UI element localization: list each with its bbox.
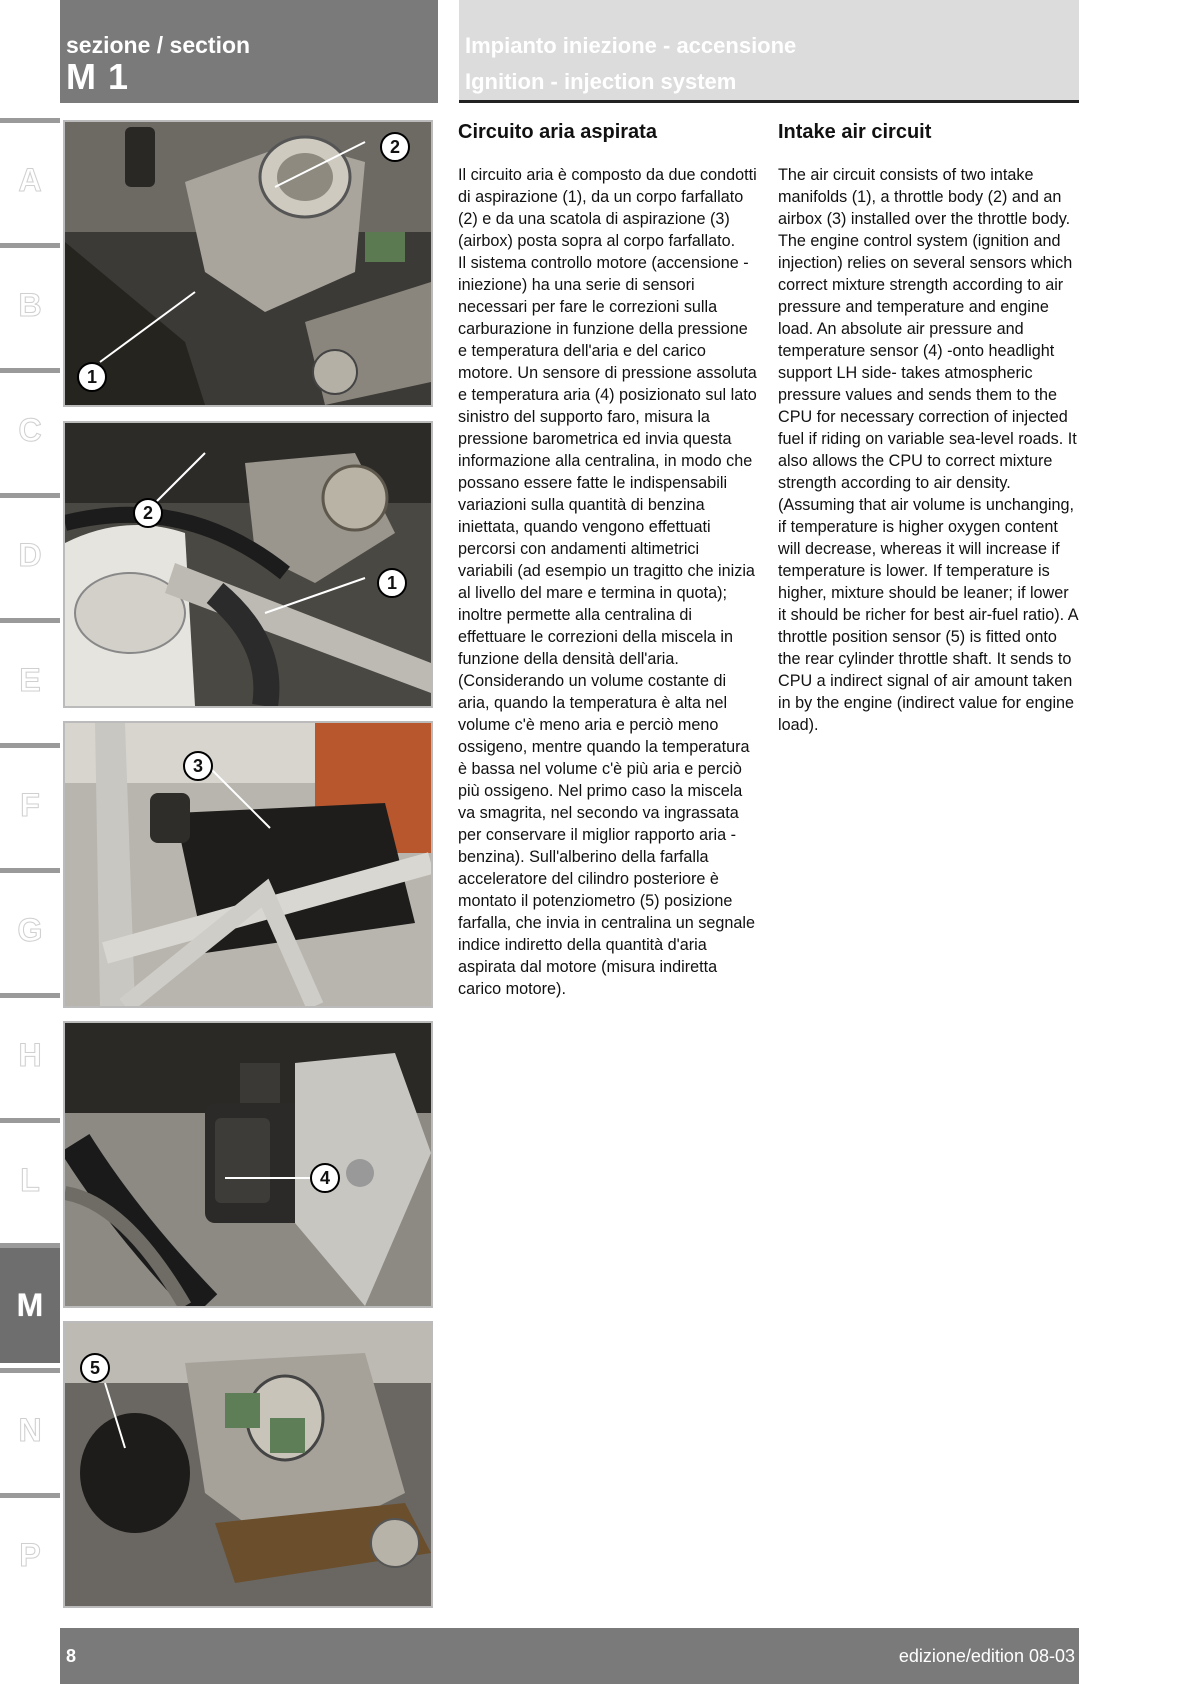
photo-throttle-body bbox=[63, 120, 433, 407]
section-header bbox=[60, 0, 438, 103]
heading-it: Circuito aria aspirata bbox=[458, 121, 657, 143]
sidebar-tab-d[interactable]: D bbox=[0, 493, 60, 613]
edition-label: edizione/edition 08-03 bbox=[898, 1646, 1075, 1666]
callout-label: 4 bbox=[310, 1163, 340, 1193]
heading-en: Intake air circuit bbox=[778, 121, 932, 143]
callout-label: 1 bbox=[377, 568, 407, 598]
chapter-title-en: Ignition - injection system bbox=[465, 69, 737, 94]
callout-label: 5 bbox=[80, 1353, 110, 1383]
paragraph-it-1: Il circuito aria è composto da due condotti di aspirazione (1), da un corpo farfallato (2) e da una scatola di aspirazione (3) (airbox) posta sopra al corpo farfallato. bbox=[458, 166, 757, 250]
photo-throttle-position-sensor bbox=[63, 1321, 433, 1608]
section-code: M 1 bbox=[66, 56, 130, 97]
callout-label: 2 bbox=[133, 498, 163, 528]
text-column-it bbox=[458, 120, 758, 1000]
sidebar-tab-n[interactable]: N bbox=[0, 1368, 60, 1488]
sidebar-tab-h[interactable]: H bbox=[0, 993, 60, 1113]
chapter-title-it: Impianto iniezione - accensione bbox=[465, 33, 797, 58]
sidebar-tab-p[interactable]: P bbox=[0, 1493, 60, 1613]
sidebar-tab-f[interactable]: F bbox=[0, 743, 60, 863]
sidebar-tab-b[interactable]: B bbox=[0, 243, 60, 363]
sidebar-tab-m[interactable]: M bbox=[0, 1243, 60, 1363]
text-column-en bbox=[778, 120, 1078, 736]
callout-label: 3 bbox=[183, 751, 213, 781]
photo-airbox bbox=[63, 721, 433, 1008]
page-footer bbox=[60, 1628, 1079, 1684]
section-label: sezione / section bbox=[66, 32, 251, 58]
sidebar-tab-l[interactable]: L bbox=[0, 1118, 60, 1238]
paragraph-it-2: Il sistema controllo motore (accensione - iniezione) ha una serie di sensori necessari per fare le correzioni sulla carburazione in funzione della pressione e temperatura dell'aria e del carico motore. Un sensore di pressione assoluta e temperatura aria (4) posizionato sul lato sinistro del supporto faro, misura la pressione barometrica ed invia questa informazione alla centralina, in modo che possano essere fatte le indispensabili variazioni sulla quantità di benzina iniettata, quando vengono effettuati percorsi con andamenti altimetrici variabili (ad esempio un tragitto che inizia al livello del mare e termina in quota); inoltre permette alla centralina di effettuare le correzioni della miscela in funzione della densità dell'aria. (Considerando un volume costante di aria, quando la temperatura è alta nel volume c'è meno aria e perciò meno ossigeno, mentre quando la temperatura è bassa nel volume c'è più aria e perciò più ossigeno. Nel primo caso la miscela va smagrita, nel secondo va ingrassata per conservare il miglior rapporto aria - benzina). Sull'alberino della farfalla acceleratore del cilindro posteriore è montato il potenziometro (5) posizione farfalla, che invia in centralina un segnale indice indiretto della quantità d'aria aspirata dal motore (misura indiretta carico motore). bbox=[458, 254, 757, 998]
callout-label: 2 bbox=[380, 132, 410, 162]
paragraph-en-1: The air circuit consists of two intake manifolds (1), a throttle body (2) and an airbox (3) installed over the throttle body. bbox=[778, 166, 1071, 228]
paragraph-en-2: The engine control system (ignition and injection) relies on several sensors which correct mixture strength according to air pressure and temperature and engine load. An absolute air pressure and temperature sensor (4) -onto headlight support LH side- takes atmospheric pressure values and sends them to the CPU for necessary correction of injected fuel if riding on variable sea-level roads. It also allows the CPU to correct mixture strength according to air density. (Assuming that air volume is unchanging, if temperature is higher oxygen content will decrease, whereas it will increase if temperature is lower. If temperature is higher, mixture should be leaner; if lower it should be richer for best air-fuel ratio). A throttle position sensor (5) is fitted onto the rear cylinder throttle shaft. It sends to CPU a indirect signal of air amount taken in by the engine (indirect value for engine load). bbox=[778, 232, 1078, 734]
sidebar-tab-e[interactable]: E bbox=[0, 618, 60, 738]
sidebar-tab-g[interactable]: G bbox=[0, 868, 60, 988]
photo-pressure-sensor bbox=[63, 1021, 433, 1308]
photo-intake-manifolds bbox=[63, 421, 433, 708]
callout-label: 1 bbox=[77, 362, 107, 392]
chapter-header bbox=[459, 0, 1079, 103]
sidebar-tab-a[interactable]: A bbox=[0, 118, 60, 238]
sidebar-tab-c[interactable]: C bbox=[0, 368, 60, 488]
page-number: 8 bbox=[66, 1646, 77, 1666]
